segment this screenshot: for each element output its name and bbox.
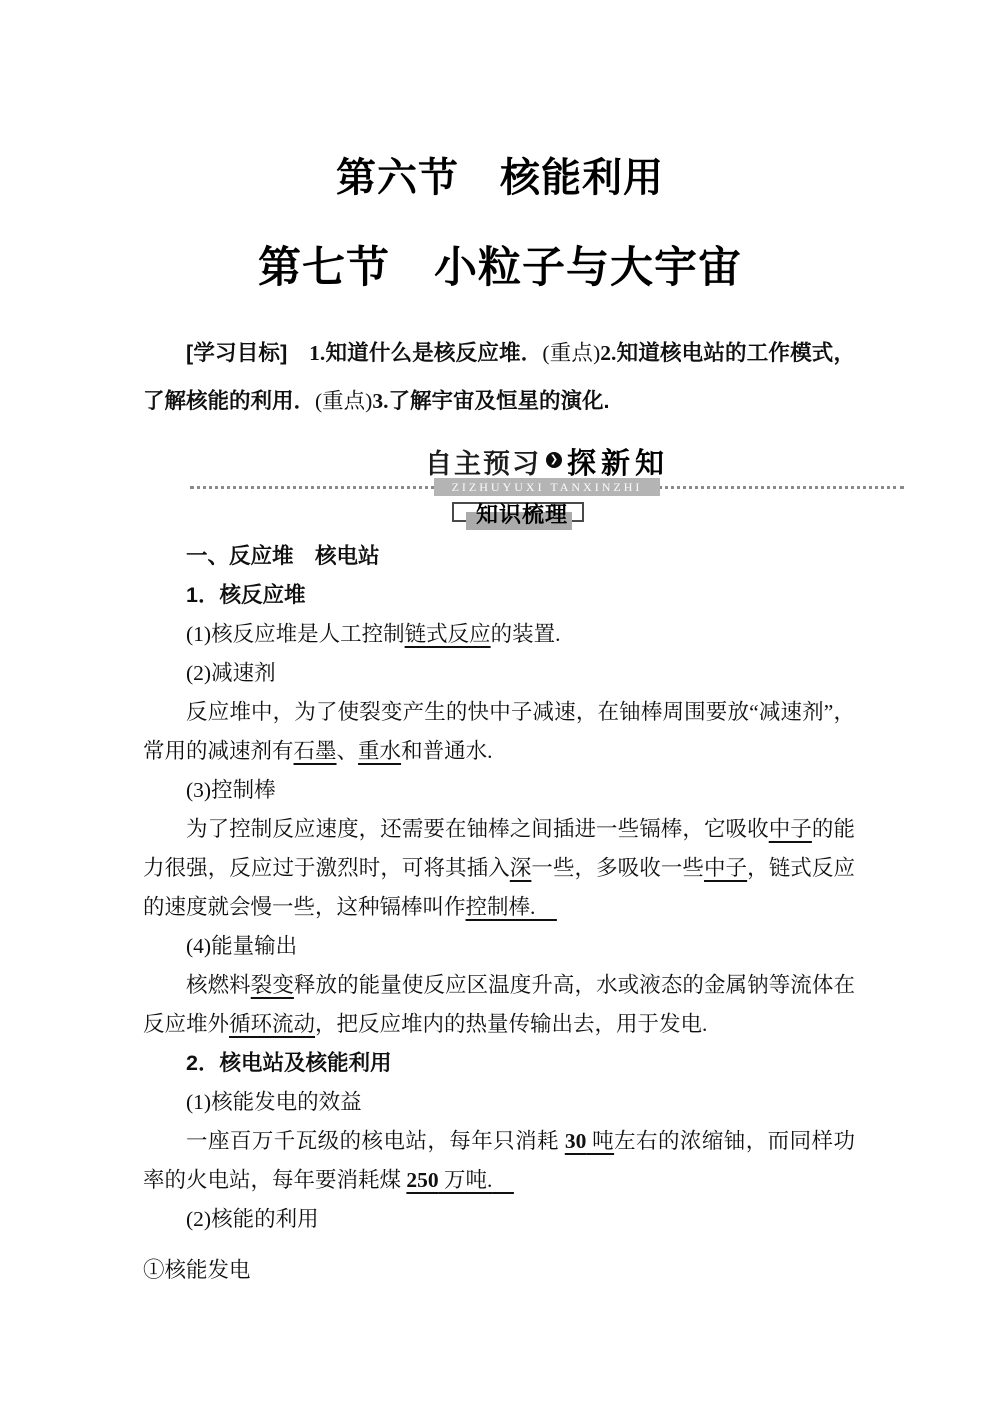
text-segment: 3. [372,389,389,413]
text-segment: 能量输出 [211,934,298,958]
banner-left-text: 自主预习 [424,449,541,479]
para-energy-output-heading [143,927,855,966]
text-segment: 一座百万千瓦级的核电站，每年只消耗 [186,1129,565,1153]
text-segment: 了解宇宙及恒星的演化. [388,389,610,413]
para-reactor-definition [143,615,855,654]
learning-objectives [143,329,855,425]
para-moderator-body [143,693,855,771]
chapter-title-section6: 第六节 核能利用 [336,156,664,200]
text-segment: 1．核反应堆 [186,583,306,607]
text-segment: (1) [186,1090,212,1114]
text-segment: 左右的浓缩铀，而同样功率的火电站，每年要消耗煤 [143,1129,855,1192]
text-segment: 和普通水. [401,739,493,763]
text-segment: 循环流动 [229,1012,316,1036]
text-segment: 一、反应堆 核电站 [186,544,380,568]
banner-title [190,441,904,482]
text-segment: 减速剂 [211,661,276,685]
text-segment: 控制棒 [211,778,276,802]
chapter-title-section7: 第七节 小粒子与大宇宙 [258,244,742,292]
text-segment: 核能的利用 [211,1207,319,1231]
text-segment: 万吨. [438,1168,493,1192]
arrow-circle-icon: ❯ [546,452,562,468]
text-segment: 石墨 [293,739,337,763]
section-heading-reactor [143,537,855,576]
knowledge-review-badge [452,502,588,534]
text-segment: 知道什么是核反应堆． [325,341,543,365]
text-segment [287,341,309,365]
text-segment: ，链式反应的速度就会慢一些，这种镉棒叫作 [143,856,855,919]
text-segment: 知道核电站的工作模式，了解核能的利用． [143,341,855,413]
text-segment: [学习目标] [186,341,288,365]
text-segment: 链式反应 [404,622,491,646]
text-segment: 释放的能量使反应区温度升高，水或液态的金属钠等流体在反应堆外 [143,973,855,1036]
para-moderator-heading [143,654,855,693]
text-segment: 、 [336,739,359,763]
text-segment: (重点) [542,341,601,365]
text-segment: (3) [186,778,212,802]
text-segment: 裂变 [250,973,294,997]
subheading-power-station [143,1044,855,1083]
para-benefit-heading [143,1083,855,1122]
text-segment: 控制棒. [465,895,557,919]
text-segment: 的能力很强，反应过于激烈时，可将其插入 [143,817,855,880]
banner-right-text: 探新知 [566,448,669,480]
text-segment: 重水 [358,739,402,763]
para-energy-output-body [143,966,855,1044]
text-segment: 2．核电站及核能利用 [186,1051,392,1075]
text-segment: 为了控制反应速度，还需要在铀棒之间插进一些镉棒，它吸收 [186,817,769,841]
text-segment: 吨 [586,1129,615,1153]
text-segment: 深 [509,856,532,880]
para-control-rod-body [143,810,855,927]
para-benefit-body [143,1122,855,1200]
text-segment: 核能发电的效益 [211,1090,362,1114]
text-segment: 中子 [768,817,812,841]
text-segment: ，把反应堆内的热量传输出去，用于发电. [315,1012,708,1036]
text-segment: 核反应堆是人工控制 [211,622,405,646]
subheading-nuclear-reactor [143,576,855,615]
text-segment: 1. [309,341,326,365]
section-banner [190,441,904,503]
text-segment: (1) [186,622,212,646]
para-usage-item1 [143,1251,855,1290]
banner-pinyin-bar: ZIZHUYUXI TANXINZHI [434,478,660,496]
para-control-rod-heading [143,771,855,810]
para-usage-heading [143,1200,855,1239]
text-segment: 的装置. [490,622,561,646]
text-segment: (2) [186,661,212,685]
badge-label: 知识梳理 [476,502,569,527]
text-segment: ①核能发电 [143,1258,251,1282]
text-segment: 中子 [703,856,748,880]
text-segment: (2) [186,1207,212,1231]
text-segment: 2. [600,341,617,365]
text-segment: (重点) [315,389,373,413]
text-segment: 250 [406,1168,439,1192]
text-segment: 30 [564,1129,587,1153]
text-segment: 一些，多吸收一些 [531,856,704,880]
content-body [143,537,855,1290]
text-segment: (4) [186,934,212,958]
text-segment [492,1168,514,1192]
text-segment: 核燃料 [186,973,251,997]
text-segment: 反应堆中，为了使裂变产生的快中子减速，在铀棒周围要放“减速剂”，常用的减速剂有 [143,700,855,763]
